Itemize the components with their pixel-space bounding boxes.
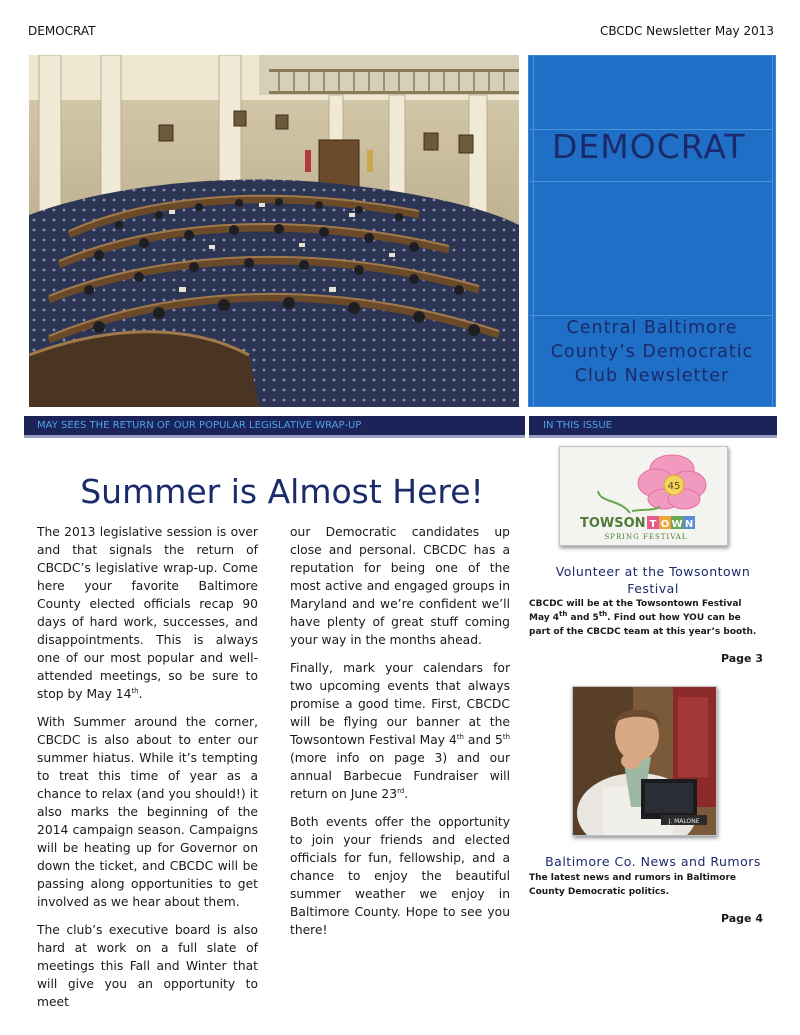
- header-left: DEMOCRAT: [28, 24, 96, 38]
- logo-letter: T: [649, 519, 657, 530]
- masthead-subtitle: [528, 316, 776, 388]
- masthead-box: [528, 55, 776, 407]
- article-paragraph: With Summer around the corner, CBCDC is also about to enter our summer hiatus. While it’s tempting to treat this time of year as a chance to relax (and you should!) it also marks the beginning of the 2014 campaign season. Campaigns will be heating up for Governor on down the ticket, and CBCDC will be passing along opportunities to get involved as we hear about them.: [37, 715, 258, 909]
- sidebar-item-text: CBCDC will be at the Towsontown Festival May 4th and 5th. Find out how YOU can be part of the CBCDC team at this year’s booth.: [529, 599, 757, 637]
- sidebar-item-title: Volunteer at the Towsontown Festival: [555, 564, 751, 596]
- official-photo-art: [573, 687, 716, 835]
- masthead-subtitle-line: Club Newsletter: [574, 366, 730, 386]
- article-column-1: [37, 523, 258, 1021]
- logo-letter: N: [684, 519, 694, 530]
- article-paragraph: Finally, mark your calendars for two upcoming events that always promise a good time. First, CBCDC will be flying our banner at the Towsontown Festival May 4th and 5th (more info on page 3) and our annual Barbecue Fundraiser will return on June 23rd.: [290, 661, 511, 801]
- article-headline: Summer is Almost Here!: [80, 472, 484, 511]
- article-paragraph: The club’s executive board is also hard at work on a full slate of meetings this Fall and Winter that will give you an opportunity to meet: [37, 923, 258, 1009]
- official-photo: [572, 686, 717, 836]
- masthead-title: DEMOCRAT: [552, 127, 746, 166]
- chamber-illustration: [29, 55, 519, 407]
- sidebar-item-text: The latest news and rumors in Baltimore County Democratic politics.: [529, 873, 736, 897]
- masthead-rule: [530, 181, 772, 182]
- article-paragraph: Both events offer the opportunity to join your friends and elected officials for fun, fellowship, and a chance to enjoy the beautiful summer weather we enjoy in Baltimore County. Hope to see you there!: [290, 815, 510, 937]
- sidebar-item-title: Baltimore Co. News and Rumors: [545, 854, 761, 869]
- header-right: CBCDC Newsletter May 2013: [599, 24, 774, 38]
- article-paragraph: The 2013 legislative session is over and that signals the return of CBCDC’s legislative wrap-up. Come here your favorite Baltimore County elected officials recap 90 days of hard work, successes, and disappointments. This is always one of our most popular and well-attended meetings, so be sure to stop by May 14th.: [37, 525, 258, 701]
- section-banner: MAY SEES THE RETURN OF OUR POPULAR LEGISLATIVE WRAP-UP: [24, 416, 525, 438]
- logo-number: 45: [667, 481, 681, 492]
- chamber-photo: [29, 55, 519, 407]
- logo-word-towson: TOWSON: [580, 516, 646, 531]
- logo-subtitle: SPRING FESTIVAL: [604, 533, 688, 541]
- page-reference: Page 4: [720, 912, 763, 925]
- article-paragraph: our Democratic candidates up close and personal. CBCDC has a reputation for being one of the most active and engaged groups in Maryland and we’re confident we’ll have plenty of great stuff coming your way in the months ahead.: [290, 525, 510, 647]
- page-reference: Page 3: [720, 652, 763, 665]
- towsontown-logo: [559, 446, 728, 546]
- towsontown-logo-art: [560, 447, 727, 545]
- in-this-issue-banner: IN THIS ISSUE: [529, 416, 777, 438]
- masthead-subtitle-line: County’s Democratic: [550, 342, 754, 362]
- logo-letter: W: [671, 519, 683, 530]
- article-column-2: [290, 523, 510, 949]
- logo-letter: O: [660, 519, 670, 530]
- nameplate: J. MALONE: [668, 818, 700, 825]
- masthead-subtitle-line: Central Baltimore: [566, 318, 738, 338]
